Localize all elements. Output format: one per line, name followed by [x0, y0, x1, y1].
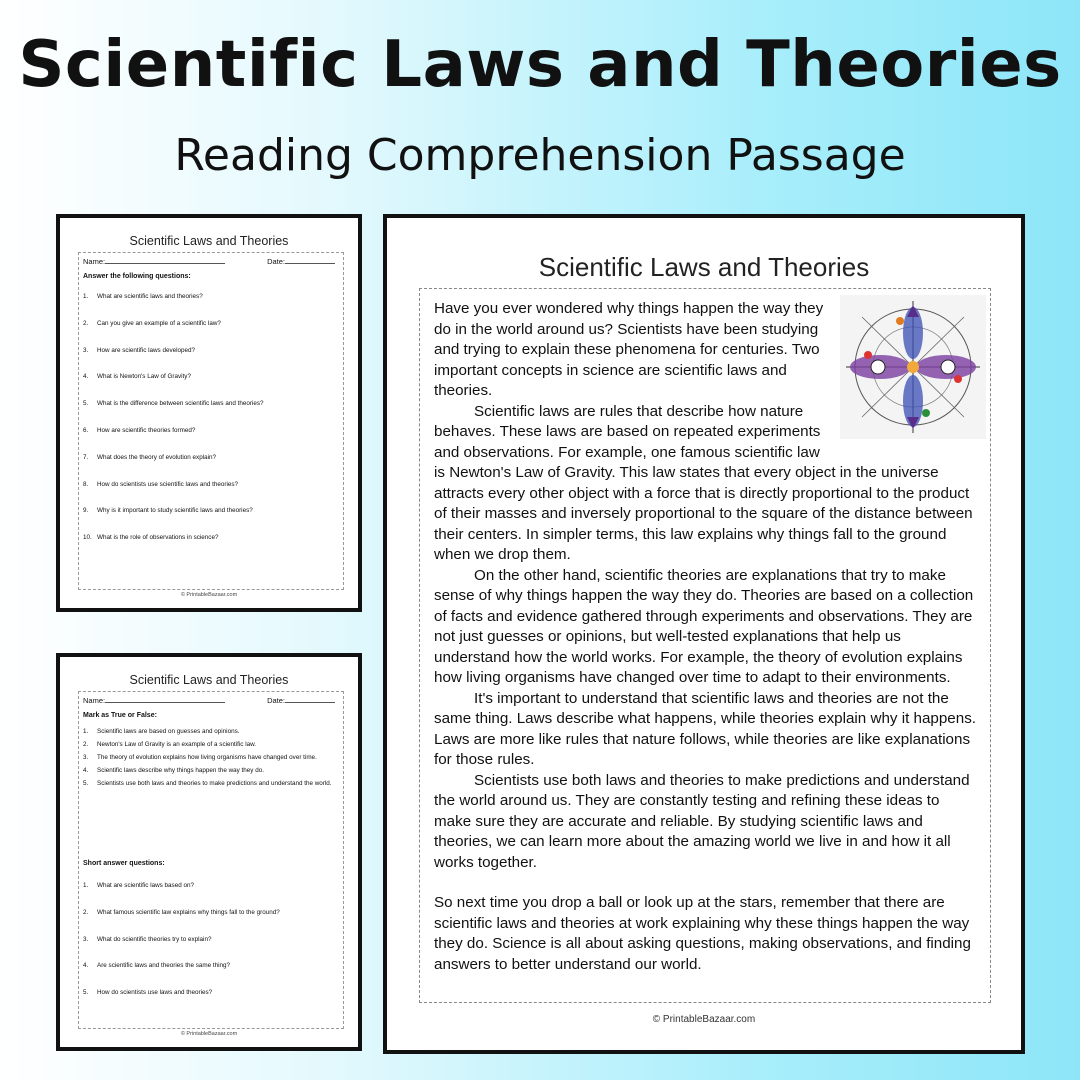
true-false-heading: Mark as True or False: — [83, 712, 157, 719]
date-label: Date: — [267, 257, 285, 266]
worksheet-content-box — [78, 252, 344, 590]
name-label: Name: — [83, 257, 106, 266]
worksheet-content-box — [78, 691, 344, 1029]
date-label: Date: — [267, 696, 285, 705]
list-item: 2. Can you give an example of a scientific law? — [83, 319, 221, 327]
paragraph: On the other hand, scientific theories are explanations that try to make sense of why things happen the way they do. Theories are based on a collection of facts and evidence gathered through experiments and observations. They are not just guesses or opinions, but well-tested explanations that help us understand how the world works. For example, the theory of evolution explains how living organisms have changed over time to adapt to their environments. — [434, 566, 974, 686]
list-item: 5. What is the difference between scientific laws and theories? — [83, 400, 264, 408]
list-item: 1. Scientific laws are based on guesses and opinions. — [83, 728, 240, 735]
short-answer-heading: Short answer questions: — [83, 860, 165, 867]
name-date-row — [83, 696, 335, 705]
list-item: 4. What is Newton's Law of Gravity? — [83, 373, 191, 381]
list-item: 7. What does the theory of evolution explain? — [83, 453, 217, 461]
list-item: 9. Why is it important to study scientific laws and theories? — [83, 507, 253, 515]
paragraph: Scientific laws are rules that describe how nature behaves. These laws are based on repeated experiments and observations. For example, one famous scientific law is Newton's Law of Gravity. This law states that every object in the universe attracts every other object with a force that is directly proportional to the product of their masses and inversely proportional to the square of the distance between their centers. In simpler terms, this law explains why things fall to the ground when we drop them. — [434, 402, 973, 563]
worksheet-true-false-preview — [56, 653, 362, 1051]
list-item: 2. What famous scientific law explains why things fall to the ground? — [83, 908, 280, 916]
list-item: 3. What do scientific theories try to explain? — [83, 935, 212, 943]
list-item: 3. The theory of evolution explains how living organisms have changed over time. — [83, 754, 317, 761]
worksheet-title: Scientific Laws and Theories — [129, 234, 289, 248]
list-item: 1. What are scientific laws based on? — [83, 882, 194, 889]
list-item: 1. What are scientific laws and theories? — [83, 293, 203, 300]
name-label: Name: — [83, 696, 106, 705]
list-item: 6. How are scientific theories formed? — [83, 426, 196, 434]
true-false-list — [83, 725, 337, 790]
list-item: 4. Are scientific laws and theories the same thing? — [83, 962, 231, 970]
worksheet-title: Scientific Laws and Theories — [129, 673, 289, 687]
list-item: 8. How do scientists use scientific laws and theories? — [83, 480, 239, 488]
paragraph: Scientists use both laws and theories to make predictions and understand the world around us. They are constantly testing and refining these ideas to make sure they are accurate and reliable. By studying scientific laws and theories, we can learn more about the amazing world we live in and how it all works together. — [434, 771, 970, 871]
worksheet-footer: © PrintableBazaar.com — [180, 592, 238, 598]
passage-text — [434, 299, 978, 975]
paragraph: It's important to understand that scientific laws and theories are not the same thing. Laws describe what happens, while theories explain why it happens. Laws are more like rules that nature follows, while theories are like explanations for those rules. — [434, 689, 977, 768]
list-item: 10. What is the role of observations in science? — [83, 534, 219, 542]
short-answer-list — [83, 873, 337, 1007]
worksheet-footer: © PrintableBazaar.com — [180, 1031, 238, 1037]
page-title: Scientific Laws and Theories — [18, 28, 1062, 102]
list-item: 2. Newton's Law of Gravity is an example of a scientific law. — [83, 741, 257, 748]
list-item: 4. Scientific laws describe why things happen the way they do. — [83, 767, 264, 774]
atom-illustration-icon — [840, 295, 986, 439]
passage-page — [383, 214, 1025, 1054]
paragraph: Have you ever wondered why things happen the way they do in the world around us? Scientists have been studying and trying to explain these phenomena for centuries. Two important concepts in science are scientific laws and theories. — [434, 300, 824, 399]
worksheet-questions-preview — [56, 214, 362, 612]
passage-footer: © PrintableBazaar.com — [652, 1014, 756, 1025]
name-date-row — [83, 257, 335, 266]
list-item: 3. How are scientific laws developed? — [83, 346, 196, 354]
question-list — [83, 284, 337, 552]
passage-title: Scientific Laws and Theories — [538, 252, 870, 282]
passage-box — [419, 288, 991, 1003]
list-item: 5. How do scientists use laws and theories? — [83, 989, 213, 997]
questions-heading: Answer the following questions: — [83, 273, 191, 280]
list-item: 5. Scientists use both laws and theories to make predictions and understand the world. — [83, 780, 332, 787]
paragraph: So next time you drop a ball or look up at the stars, remember that there are scientific laws and theories at work explaining why these things happen the way they do. Science is all about asking questions, making observations, and finding answers to better understand our world. — [434, 894, 971, 973]
page-subtitle: Reading Comprehension Passage — [174, 130, 906, 181]
